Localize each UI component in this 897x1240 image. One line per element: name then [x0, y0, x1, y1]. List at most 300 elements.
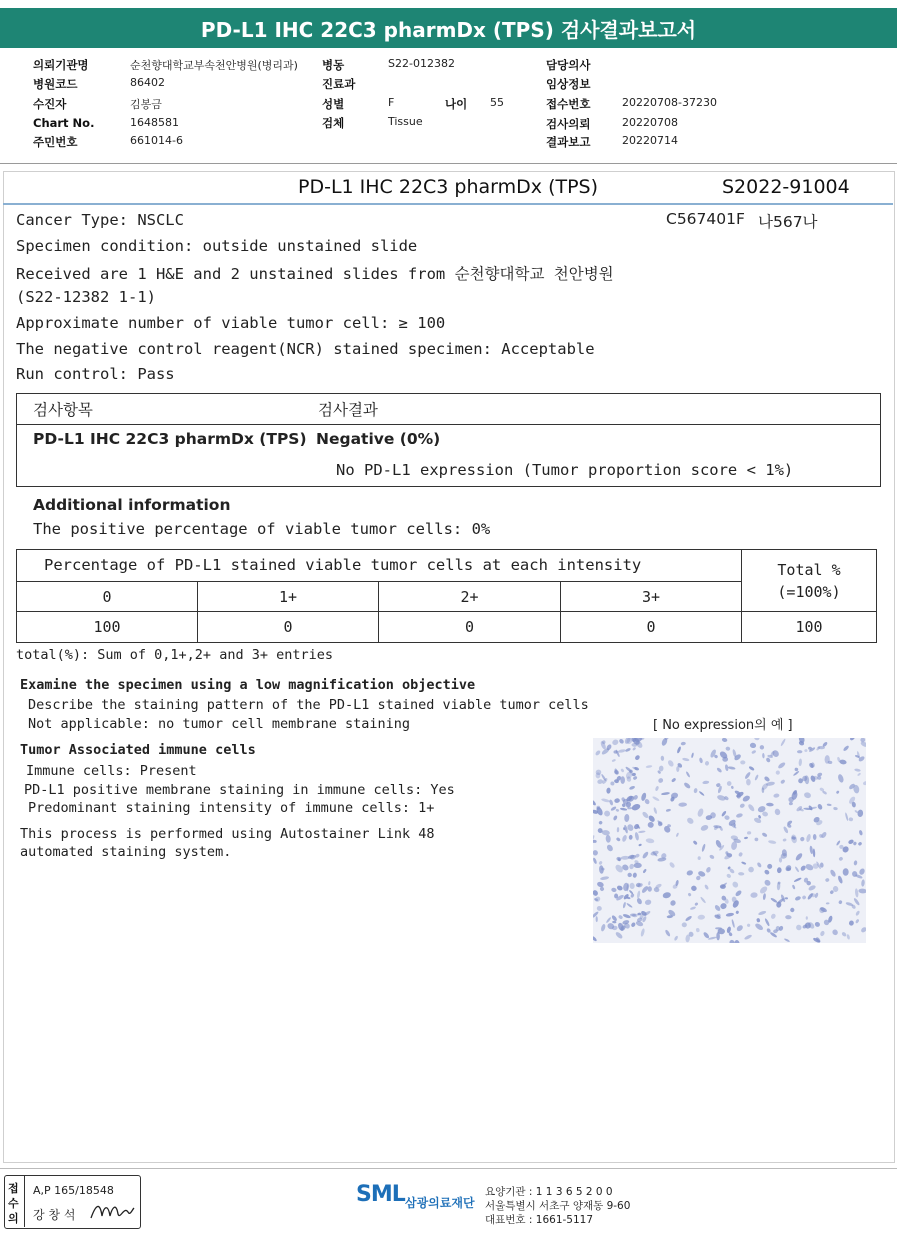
tissue-nucleus — [763, 776, 770, 783]
intensity-total: 100 — [795, 618, 823, 636]
tissue-nucleus — [721, 738, 727, 743]
tissue-nucleus — [615, 808, 619, 812]
ap-code: A,P 165/18548 — [33, 1184, 114, 1197]
resident-no-value: 661014-6 — [130, 134, 183, 147]
tissue-nucleus — [782, 838, 787, 842]
tissue-nucleus — [593, 840, 597, 843]
tissue-nucleus — [704, 884, 709, 890]
specimen-value: Tissue — [388, 115, 423, 128]
tissue-nucleus — [634, 832, 639, 841]
tissue-nucleus — [738, 852, 743, 858]
request-date-value: 20220708 — [622, 116, 678, 129]
tissue-nucleus — [738, 872, 744, 876]
tissue-nucleus — [754, 738, 760, 741]
tissue-nucleus — [709, 854, 715, 860]
ward-label: 병동 — [322, 58, 345, 72]
immune-line-2: PD-L1 positive membrane staining in immune cells: Yes — [24, 782, 455, 798]
tissue-nucleus — [629, 863, 635, 869]
footer-info-1: 요양기관 : 1 1 3 6 5 2 0 0 — [485, 1186, 613, 1198]
tissue-nucleus — [632, 747, 636, 751]
tissue-nucleus — [858, 830, 863, 836]
run-control: Run control: Pass — [16, 365, 175, 383]
tissue-nucleus — [612, 759, 617, 763]
tissue-nucleus — [640, 928, 645, 937]
footer-info-2: 서울특별시 서초구 양재동 9-60 — [485, 1200, 631, 1212]
tissue-nucleus — [676, 832, 680, 837]
tissue-nucleus — [620, 807, 628, 811]
sex-value: F — [388, 96, 395, 109]
tissue-nucleus — [801, 895, 806, 900]
intensity-table-line-2 — [16, 611, 876, 612]
tissue-nucleus — [736, 924, 744, 932]
tissue-nucleus — [836, 840, 841, 846]
tissue-nucleus — [593, 935, 598, 942]
tissue-nucleus — [739, 803, 745, 809]
intensity-col-2: 2+ — [460, 588, 479, 606]
tissue-nucleus — [686, 870, 694, 877]
tissue-nucleus — [806, 834, 812, 843]
report-title: PD-L1 IHC 22C3 pharmDx (TPS) 검사결과보고서 — [200, 17, 697, 42]
tissue-nucleus — [854, 768, 861, 772]
pathologist-name: 강 창 석 — [33, 1208, 76, 1222]
tissue-nucleus — [860, 926, 866, 933]
tissue-nucleus — [626, 903, 633, 909]
tissue-nucleus — [601, 798, 610, 803]
tissue-nucleus — [805, 863, 815, 872]
tissue-nucleus — [613, 815, 618, 821]
tissue-nucleus — [843, 868, 849, 876]
ncr-status: The negative control reagent(NCR) stained specimen: Acceptable — [16, 340, 595, 358]
tissue-nucleus — [600, 876, 609, 881]
tissue-nucleus — [837, 875, 843, 884]
institution-value: 순천향대학교부속천안병원(병리과) — [130, 59, 298, 72]
tissue-nucleus — [685, 915, 693, 922]
request-date-label: 검사의뢰 — [546, 117, 591, 131]
report-number: S2022-91004 — [722, 176, 850, 198]
tissue-nucleus — [778, 925, 784, 931]
tissue-nucleus — [829, 869, 836, 878]
tissue-nucleus — [618, 914, 624, 919]
tissue-nucleus — [761, 832, 767, 838]
tissue-nucleus — [609, 799, 614, 806]
tissue-nucleus — [746, 779, 751, 786]
tissue-nucleus — [699, 791, 705, 797]
tissue-nucleus — [740, 760, 745, 764]
age-value: 55 — [490, 96, 504, 109]
tissue-nucleus — [726, 781, 731, 787]
tissue-nucleus — [749, 742, 756, 748]
tissue-nucleus — [596, 905, 602, 911]
tissue-nucleus — [774, 808, 781, 816]
tissue-nucleus — [660, 756, 664, 761]
tissue-nucleus — [858, 841, 863, 846]
tissue-nucleus — [667, 759, 675, 767]
tissue-nucleus — [598, 820, 603, 825]
tissue-nucleus — [780, 738, 786, 746]
tissue-nucleus — [631, 803, 641, 812]
tissue-nucleus — [767, 863, 773, 869]
process-line-1: This process is performed using Autostainer Link 48 — [20, 826, 435, 842]
tissue-nucleus — [763, 879, 771, 887]
tissue-nucleus — [731, 919, 735, 928]
intensity-col-3: 3+ — [641, 588, 661, 606]
tissue-svg — [593, 738, 866, 943]
examine-line-1: Describe the staining pattern of the PD-L1 stained viable tumor cells — [28, 697, 589, 713]
tissue-nucleus — [800, 865, 807, 872]
tissue-nucleus — [690, 885, 697, 892]
tissue-nucleus — [768, 840, 777, 845]
tissue-nucleus — [773, 793, 780, 798]
tissue-nucleus — [593, 799, 597, 807]
tissue-nucleus — [597, 779, 604, 785]
tissue-nucleus — [698, 856, 701, 860]
tissue-nucleus — [744, 836, 748, 839]
cancer-type: Cancer Type: NSCLC — [16, 211, 184, 229]
report-title-bar — [0, 8, 897, 48]
tissue-nucleus — [620, 776, 625, 784]
tissue-nucleus — [659, 765, 664, 771]
process-line-2: automated staining system. — [20, 844, 232, 860]
tissue-nucleus — [747, 831, 751, 835]
tissue-nucleus — [858, 888, 866, 893]
signature-icon — [88, 1198, 136, 1224]
tissue-nucleus — [820, 930, 826, 937]
tissue-nucleus — [617, 827, 620, 832]
tissue-nucleus — [794, 896, 801, 902]
tissue-nucleus — [797, 750, 802, 753]
tissue-nucleus — [678, 802, 687, 807]
tissue-nucleus — [731, 786, 734, 790]
tissue-nucleus — [603, 810, 611, 818]
total-header-2: (=100%) — [777, 583, 841, 601]
tissue-nucleus — [756, 862, 762, 868]
tissue-nucleus — [813, 834, 817, 840]
institution-label: 의뢰기관명 — [33, 58, 89, 72]
tissue-nucleus — [728, 766, 736, 770]
intensity-val-0: 100 — [93, 618, 121, 636]
tissue-nucleus — [734, 939, 740, 943]
tissue-nucleus — [647, 814, 656, 823]
department-label: 진료과 — [322, 77, 356, 91]
tissue-nucleus — [741, 861, 746, 865]
tissue-nucleus — [593, 857, 597, 864]
footer-divider — [0, 1168, 897, 1169]
image-caption: [ No expression의 예 ] — [653, 718, 793, 733]
sex-label: 성별 — [322, 97, 345, 111]
examine-heading: Examine the specimen using a low magnification objective — [20, 677, 476, 693]
tissue-nucleus — [775, 770, 781, 776]
tissue-nucleus — [674, 935, 679, 941]
tissue-nucleus — [758, 910, 767, 916]
additional-text: The positive percentage of viable tumor cells: 0% — [33, 520, 491, 538]
tissue-nucleus — [849, 738, 855, 741]
tissue-nucleus — [652, 796, 660, 802]
tissue-nucleus — [637, 890, 641, 898]
tissue-nucleus — [611, 887, 617, 892]
tissue-nucleus — [794, 866, 799, 872]
tissue-nucleus — [798, 758, 802, 766]
tissue-nucleus — [795, 852, 804, 861]
tissue-nucleus — [708, 936, 717, 940]
tissue-nucleus — [742, 794, 751, 802]
tissue-nucleus — [734, 889, 742, 897]
tissue-nucleus — [624, 814, 630, 822]
tissue-nucleus — [754, 774, 759, 781]
tissue-nucleus — [621, 834, 627, 842]
tissue-nucleus — [855, 888, 859, 897]
tissue-nucleus — [614, 894, 618, 899]
tissue-nucleus — [760, 745, 764, 749]
stamp-side-char-3: 의 — [8, 1212, 19, 1225]
tissue-nucleus — [701, 843, 706, 852]
tissue-nucleus — [838, 856, 843, 861]
examine-line-2: Not applicable: no tumor cell membrane staining — [28, 716, 411, 732]
tissue-nucleus — [614, 798, 620, 803]
additional-heading: Additional information — [33, 496, 231, 514]
tissue-nucleus — [857, 772, 861, 776]
tissue-nucleus — [616, 885, 623, 892]
tissue-nucleus — [638, 843, 642, 846]
intensity-table-line-1 — [16, 581, 742, 582]
tissue-nucleus — [610, 781, 614, 785]
tissue-nucleus — [700, 824, 709, 832]
ward-value: S22-012382 — [388, 57, 455, 70]
total-note: total(%): Sum of 0,1+,2+ and 3+ entries — [16, 647, 333, 663]
tissue-nucleus — [736, 813, 744, 819]
tissue-nucleus — [785, 897, 788, 899]
tissue-nucleus — [735, 910, 739, 914]
clinical-info-label: 임상정보 — [546, 77, 591, 91]
tissue-nucleus — [754, 838, 758, 842]
tissue-nucleus — [602, 830, 611, 836]
tissue-nucleus — [780, 779, 786, 785]
tissue-nucleus — [731, 881, 739, 889]
result-header-item: 검사항목 — [33, 401, 93, 419]
tissue-nucleus — [650, 850, 659, 856]
tissue-nucleus — [620, 768, 624, 773]
tissue-nucleus — [726, 926, 731, 933]
tissue-nucleus — [747, 866, 755, 874]
tissue-nucleus — [804, 749, 808, 753]
tissue-nucleus — [861, 879, 865, 887]
tissue-nucleus — [799, 836, 805, 842]
intensity-val-1: 0 — [283, 618, 293, 636]
tissue-nucleus — [744, 771, 751, 779]
tissue-nucleus — [808, 884, 817, 891]
tissue-nucleus — [764, 869, 771, 876]
tissue-nucleus — [646, 765, 653, 769]
tissue-nucleus — [630, 922, 636, 928]
age-label: 나이 — [445, 97, 468, 111]
tissue-nucleus — [610, 806, 617, 812]
tissue-nucleus — [699, 757, 703, 763]
tissue-nucleus — [806, 916, 808, 920]
hospital-code-value: 86402 — [130, 76, 165, 89]
tissue-nucleus — [600, 924, 606, 932]
tissue-nucleus — [853, 897, 860, 906]
tissue-nucleus — [669, 861, 676, 868]
result-value: Negative (0%) — [316, 430, 441, 448]
tissue-nucleus — [750, 892, 758, 898]
report-date-value: 20220714 — [622, 134, 678, 147]
tissue-nucleus — [860, 738, 866, 743]
specimen-label: 검체 — [322, 116, 345, 130]
tissue-nucleus — [622, 913, 631, 919]
tissue-nucleus — [831, 928, 839, 936]
tissue-nucleus — [848, 920, 854, 926]
tissue-nucleus — [693, 840, 698, 845]
tissue-nucleus — [814, 921, 821, 928]
tissue-nucleus — [697, 808, 705, 818]
specimen-condition: Specimen condition: outside unstained slide — [16, 237, 418, 255]
tissue-nucleus — [785, 915, 792, 920]
tissue-nucleus — [612, 921, 616, 924]
tissue-nucleus — [669, 899, 676, 907]
viable-tumor-count: Approximate number of viable tumor cell: ≥ 100 — [16, 314, 446, 332]
report-date-label: 결과보고 — [546, 135, 591, 149]
footer-info-3: 대표번호 : 1661-5117 — [485, 1214, 594, 1226]
tissue-nucleus — [648, 881, 651, 885]
tissue-nucleus — [855, 910, 860, 916]
tissue-nucleus — [618, 749, 626, 753]
org-name: 삼광의료재단 — [405, 1196, 475, 1210]
intensity-val-3: 0 — [646, 618, 656, 636]
chart-no-value: 1648581 — [130, 116, 179, 129]
tissue-nucleus — [766, 803, 774, 807]
tissue-nucleus — [857, 809, 863, 817]
tissue-nucleus — [622, 902, 626, 909]
tissue-nucleus — [754, 922, 764, 931]
intensity-col-0: 0 — [102, 588, 112, 606]
tissue-nucleus — [825, 878, 830, 883]
tissue-nucleus — [683, 782, 691, 790]
tissue-nucleus — [841, 931, 847, 937]
accession-no-value: 20220708-37230 — [622, 96, 717, 109]
result-header-result: 검사결과 — [318, 401, 378, 419]
tissue-nucleus — [726, 912, 735, 917]
tissue-nucleus — [681, 742, 686, 746]
tissue-nucleus — [843, 745, 850, 752]
tissue-nucleus — [666, 808, 672, 812]
tissue-nucleus — [838, 900, 843, 905]
tissue-nucleus — [691, 752, 694, 758]
tissue-nucleus — [744, 934, 753, 941]
tissue-nucleus — [777, 761, 786, 769]
stamp-side-char-2: 수 — [8, 1197, 19, 1210]
slide-id: (S22-12382 1-1) — [16, 288, 156, 306]
tissue-nucleus — [661, 792, 670, 796]
tissue-nucleus — [664, 929, 671, 937]
tissue-nucleus — [747, 803, 755, 812]
tissue-nucleus — [634, 754, 641, 761]
tissue-nucleus — [826, 902, 830, 904]
tissue-nucleus — [682, 922, 688, 927]
tissue-nucleus — [632, 872, 637, 878]
tissue-nucleus — [770, 897, 778, 903]
stamp-side-char-1: 접 — [8, 1182, 19, 1195]
tissue-nucleus — [813, 848, 816, 857]
tissue-nucleus — [596, 916, 598, 922]
tissue-nucleus — [616, 837, 621, 842]
tissue-nucleus — [747, 923, 751, 927]
tissue-nucleus — [803, 791, 811, 798]
tissue-nucleus — [653, 807, 658, 814]
tissue-nucleus — [763, 893, 767, 900]
tissue-nucleus — [671, 777, 677, 782]
tissue-nucleus — [647, 886, 652, 892]
tissue-nucleus — [751, 750, 756, 755]
tissue-nucleus — [726, 873, 732, 879]
specimen-code: C567401F — [666, 210, 745, 228]
report-test-title: PD-L1 IHC 22C3 pharmDx (TPS) — [298, 176, 599, 198]
tissue-nucleus — [777, 867, 782, 873]
tissue-nucleus — [716, 767, 722, 773]
result-table-divider — [16, 424, 880, 425]
tissue-nucleus — [634, 863, 642, 868]
tissue-nucleus — [596, 881, 604, 888]
tissue-nucleus — [714, 904, 722, 912]
tissue-nucleus — [697, 915, 705, 920]
tissue-nucleus — [693, 788, 698, 794]
tissue-nucleus — [642, 851, 650, 859]
tissue-nucleus — [595, 750, 602, 757]
tissue-nucleus — [715, 927, 722, 929]
tissue-nucleus — [644, 899, 651, 905]
tissue-nucleus — [611, 738, 619, 746]
tissue-nucleus — [848, 817, 853, 822]
physician-label: 담당의사 — [546, 58, 591, 72]
tissue-nucleus — [762, 753, 765, 759]
tissue-nucleus — [655, 786, 660, 792]
tissue-nucleus — [809, 846, 813, 855]
tissue-nucleus — [642, 868, 647, 873]
tissue-nucleus — [817, 803, 823, 810]
sml-logo: SML — [356, 1182, 405, 1207]
specimen-code-2: 나567나 — [758, 213, 818, 231]
tissue-nucleus — [629, 882, 635, 889]
tissue-nucleus — [632, 776, 637, 781]
intensity-header: Percentage of PD-L1 stained viable tumor cells at each intensity — [44, 556, 642, 574]
intensity-val-2: 0 — [464, 618, 475, 636]
tissue-nucleus — [615, 931, 624, 940]
immune-line-1: Immune cells: Present — [26, 763, 197, 779]
hospital-code-label: 병원코드 — [33, 77, 78, 91]
tissue-nucleus — [784, 864, 792, 872]
patient-label: 수진자 — [33, 97, 67, 111]
tissue-nucleus — [792, 884, 796, 889]
tissue-nucleus — [862, 780, 866, 785]
chart-no-label: Chart No. — [33, 116, 95, 130]
tissue-nucleus — [703, 931, 711, 939]
patient-value: 김봉금 — [130, 98, 162, 111]
tissue-nucleus — [682, 757, 690, 761]
tissue-nucleus — [833, 807, 838, 811]
tissue-nucleus — [696, 928, 700, 933]
tissue-nucleus — [657, 777, 664, 784]
tissue-nucleus — [593, 889, 599, 897]
tissue-nucleus — [623, 893, 630, 900]
tissue-nucleus — [794, 767, 798, 771]
tissue-nucleus — [687, 892, 691, 896]
tissue-nucleus — [629, 835, 633, 840]
tissue-nucleus — [756, 918, 760, 923]
tissue-nucleus — [837, 774, 844, 784]
tissue-nucleus — [627, 872, 632, 877]
total-header-1: Total % — [777, 561, 841, 579]
resident-no-label: 주민번호 — [33, 135, 78, 149]
tissue-nucleus — [618, 738, 624, 744]
tissue-nucleus — [855, 919, 860, 924]
